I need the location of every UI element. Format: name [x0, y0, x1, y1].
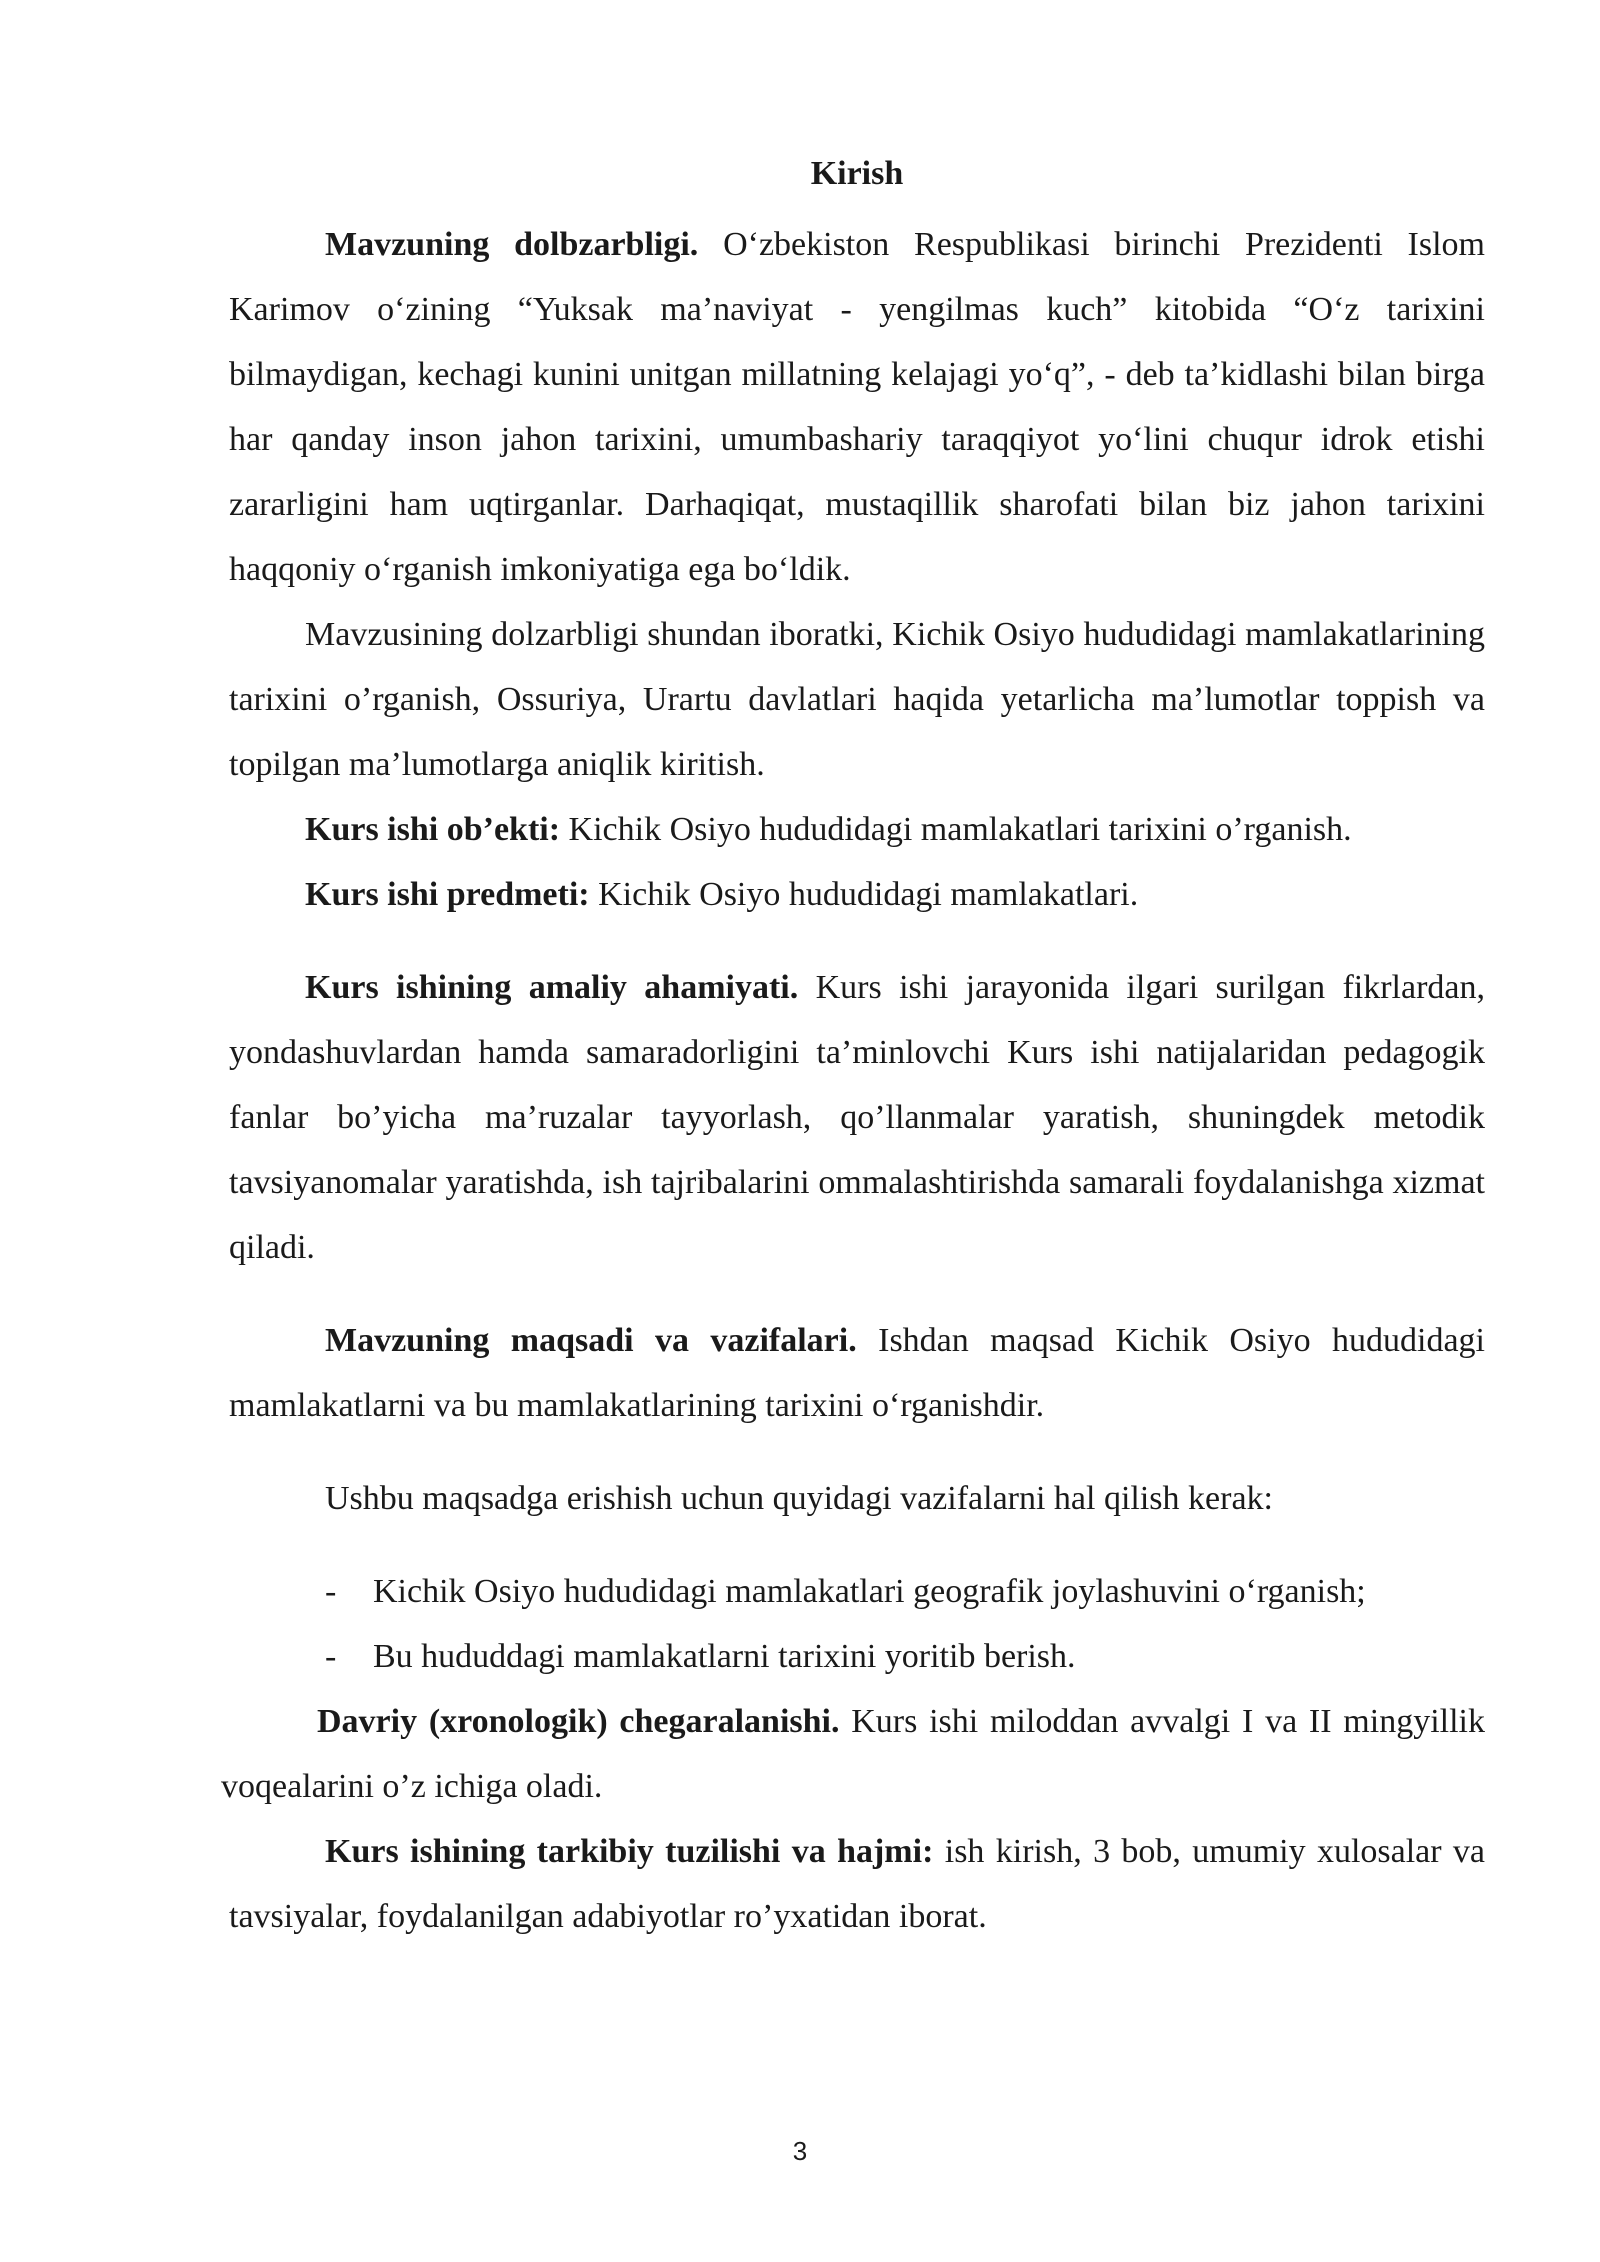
paragraph-heading: Kurs ishining tarkibiy tuzilishi va hajmi:	[325, 1833, 934, 1870]
dash-bullet: -	[325, 1573, 337, 1610]
document-page	[221, 148, 1486, 1949]
list-item	[325, 1624, 1485, 1689]
paragraph-structure	[229, 1819, 1485, 1949]
paragraph-subject	[229, 862, 1485, 927]
paragraph-relevance	[229, 212, 1485, 602]
page-number: 3	[792, 2136, 808, 2166]
page-title: Kirish	[810, 155, 904, 192]
paragraph-text: Kurs ishi jarayonida ilgari surilgan fikrlardan, yondashuvlardan hamda samaradorligini ta’minlovchi Kurs ishi natijalaridan pedagogik fanlar bo’yicha ma’ruzalar tayyorlash, qo’llanmalar yaratish, shuningdek metodik tavsiyanomalar yaratishda, ish tajribalarini ommalashtirishda samarali foydalanishga xizmat qiladi.	[229, 969, 1485, 1266]
paragraph-heading: Davriy (xronologik) chegaralanishi.	[317, 1703, 840, 1740]
paragraph-text: ish kirish, 3 bob, umumiy xulosalar va tavsiyalar, foydalanilgan adabiyotlar ro’yxatidan iborat.	[229, 1833, 1486, 1935]
paragraph-practical-significance	[229, 955, 1485, 1280]
paragraph-heading: Mavzuning maqsadi va vazifalari.	[325, 1322, 857, 1359]
paragraph-goals	[229, 1308, 1485, 1438]
dash-bullet: -	[325, 1638, 337, 1675]
paragraph-heading: Kurs ishi predmeti:	[305, 876, 590, 913]
list-item-text: Kichik Osiyo hududidagi mamlakatlari geografik joylashuvini o‘rganish;	[373, 1573, 1366, 1610]
list-item-text: Bu hududdagi mamlakatlarni tarixini yoritib berish.	[373, 1638, 1076, 1675]
paragraph-heading: Kurs ishi ob’ekti:	[305, 811, 561, 848]
paragraph-text: Kichik Osiyo hududidagi mamlakatlari tarixini o’rganish.	[560, 811, 1352, 848]
paragraph-tasks-intro	[229, 1466, 1485, 1531]
paragraph-text: O‘zbekiston Respublikasi birinchi Prezidenti Islom Karimov o‘zining “Yuksak ma’naviyat - yengilmas kuch” kitobida “O‘z tarixini bilmaydigan, kechagi kunini unitgan millatning kelajagi yo‘q”, - deb ta’kidlashi bilan birga har qanday inson jahon tarixini, umumbashariy taraqqiyot yo‘lini chuqur idrok etishi zararligini ham uqtirganlar. Darhaqiqat, mustaqillik sharofati bilan biz jahon tarixini haqqoniy o‘rganish imkoniyatiga ega bo‘ldik.	[229, 226, 1485, 588]
paragraph-text: Kichik Osiyo hududidagi mamlakatlari.	[589, 876, 1139, 913]
paragraph-text: Ushbu maqsadga erishish uchun quyidagi vazifalarni hal qilish kerak:	[325, 1480, 1273, 1517]
paragraph-text: Kurs ishi miloddan avvalgi I va II mingyillik voqealarini o’z ichiga oladi.	[221, 1703, 1485, 1805]
paragraph-heading: Mavzuning dolbzarbligi.	[325, 226, 699, 263]
list-item	[325, 1559, 1485, 1624]
tasks-list	[229, 1559, 1485, 1689]
paragraph-text: Ishdan maqsad Kichik Osiyo hududidagi mamlakatlarni va bu mamlakatlarining tarixini o‘rganishdir.	[229, 1322, 1485, 1424]
paragraph-object	[229, 797, 1485, 862]
paragraph-heading: Kurs ishining amaliy ahamiyati.	[305, 969, 799, 1006]
paragraph-chronology	[221, 1689, 1485, 1819]
paragraph-topic-relevance	[229, 602, 1485, 797]
paragraph-text: Mavzusining dolzarbligi shundan iboratki, Kichik Osiyo hududidagi mamlakatlarining tarixini o’rganish, Ossuriya, Urartu davlatlari haqida yetarlicha ma’lumotlar toppish va topilgan ma’lumotlarga aniqlik kiritish.	[229, 616, 1485, 783]
